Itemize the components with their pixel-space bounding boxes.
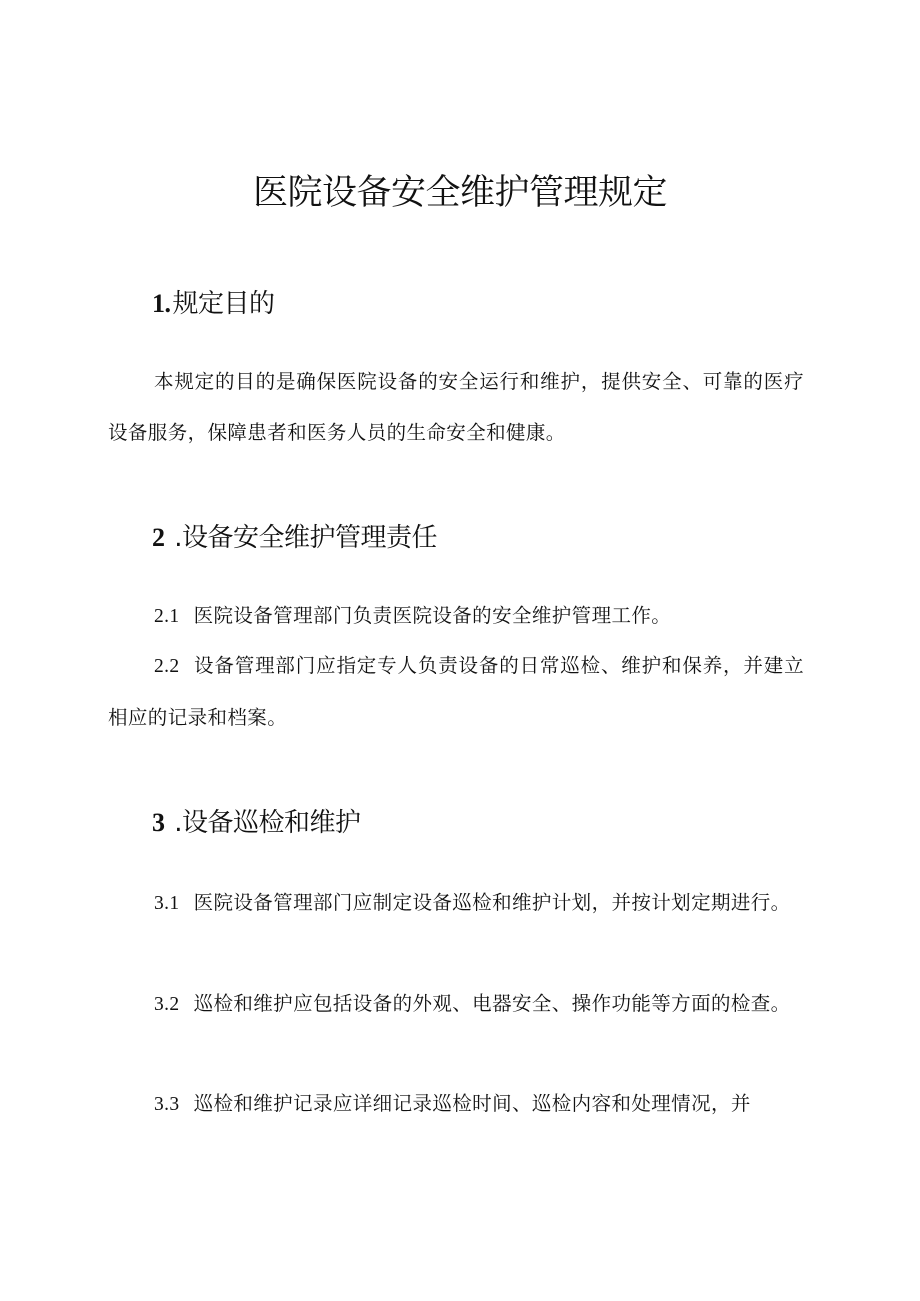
section-heading-3 <box>152 805 361 841</box>
section-heading-1 <box>152 286 275 322</box>
section-number: 2 <box>152 523 165 552</box>
document-title: 医院设备安全维护管理规定 <box>252 173 667 213</box>
paragraph-text: 设备管理部门应指定专人负责设备的日常巡检、维护和保养，并建立相应的记录和档案。 <box>108 654 804 729</box>
clause-number: 2.1 <box>154 606 180 627</box>
paragraph-2-1 <box>108 590 804 642</box>
section-number: 3 <box>152 808 165 837</box>
section-heading-2 <box>152 520 437 556</box>
clause-number: 2.2 <box>154 656 180 677</box>
clause-number: 3.1 <box>154 893 180 914</box>
paragraph-3-3 <box>108 1078 804 1130</box>
paragraph-text: 巡检和维护应包括设备的外观、电器安全、操作功能等方面的检查。 <box>193 992 791 1015</box>
paragraph-text: 巡检和维护记录应详细记录巡检时间、巡检内容和处理情况，并 <box>193 1092 751 1115</box>
paragraph-2-2 <box>108 640 804 743</box>
paragraph-3-1 <box>108 877 804 929</box>
paragraph-1-1 <box>108 356 804 458</box>
paragraph-text: 医院设备管理部门应制定设备巡检和维护计划，并按计划定期进行。 <box>193 891 791 914</box>
paragraph-text: 本规定的目的是确保医院设备的安全运行和维护，提供安全、可靠的医疗设备服务，保障患者和医务人员的生命安全和健康。 <box>108 370 804 444</box>
clause-number: 3.3 <box>154 1094 180 1115</box>
section-title: .设备巡检和维护 <box>166 808 361 838</box>
section-title: 规定目的 <box>172 289 275 319</box>
clause-number: 3.2 <box>154 994 180 1015</box>
paragraph-text: 医院设备管理部门负责医院设备的安全维护管理工作。 <box>193 604 672 627</box>
section-title: .设备安全维护管理责任 <box>166 523 438 553</box>
paragraph-3-2 <box>108 978 804 1030</box>
section-number: 1. <box>152 289 171 318</box>
